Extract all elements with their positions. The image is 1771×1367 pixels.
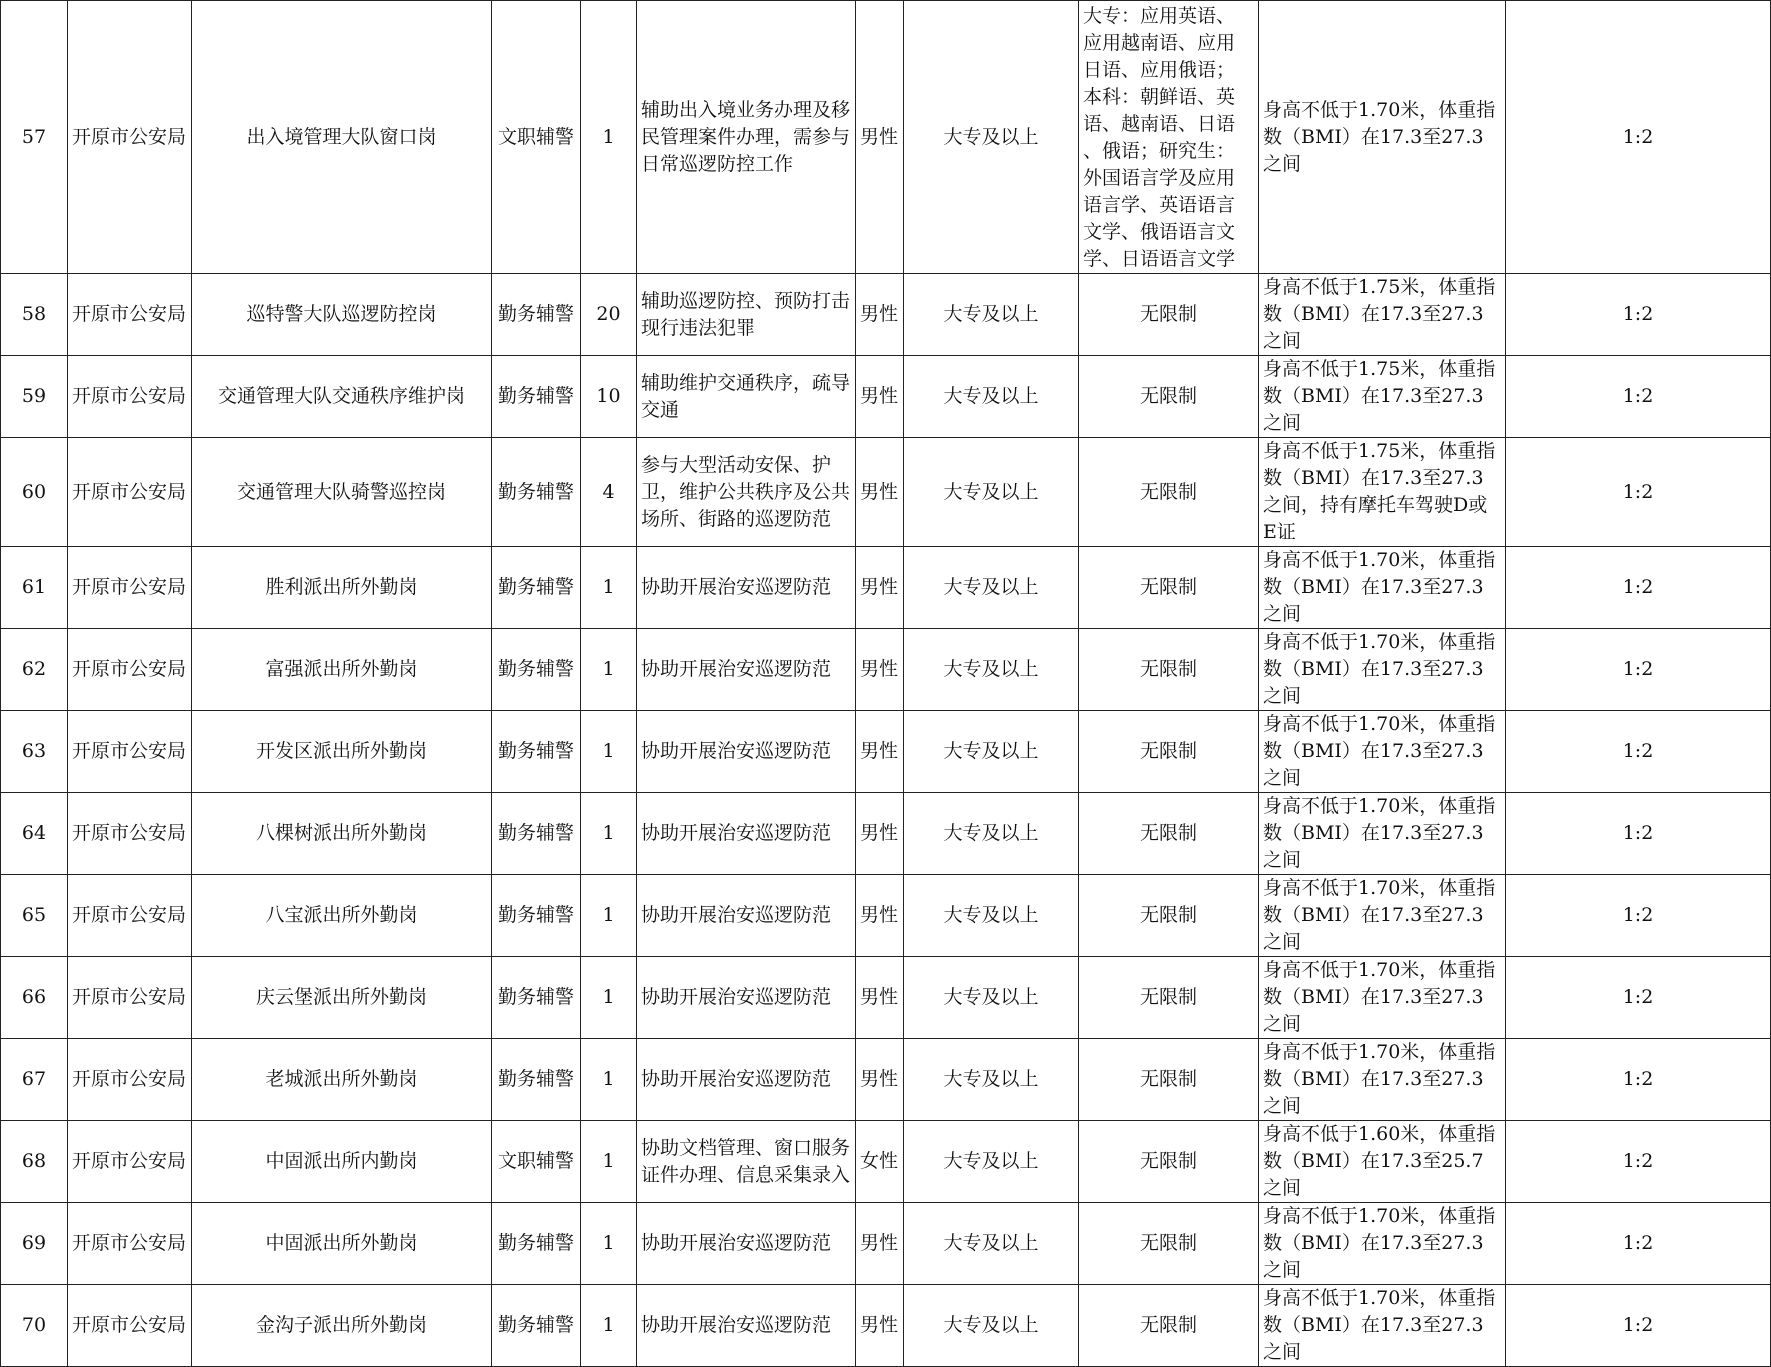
cell-gender: 男性 [856,957,904,1039]
cell-other-requirements: 身高不低于1.60米，体重指数（BMI）在17.3至25.7之间 [1259,1121,1506,1203]
cell-unit: 开原市公安局 [68,957,192,1039]
cell-number: 63 [1,711,68,793]
cell-number: 69 [1,1203,68,1285]
cell-unit: 开原市公安局 [68,629,192,711]
cell-other-requirements: 身高不低于1.70米，体重指数（BMI）在17.3至27.3之间 [1259,957,1506,1039]
cell-unit: 开原市公安局 [68,1285,192,1367]
cell-post-type: 文职辅警 [492,1,581,274]
cell-post: 庆云堡派出所外勤岗 [192,957,492,1039]
cell-count: 1 [581,711,637,793]
cell-other-requirements: 身高不低于1.70米，体重指数（BMI）在17.3至27.3之间 [1259,793,1506,875]
cell-education: 大专及以上 [904,1121,1079,1203]
cell-count: 1 [581,957,637,1039]
cell-number: 57 [1,1,68,274]
cell-post-type: 勤务辅警 [492,438,581,547]
cell-post-type: 文职辅警 [492,1121,581,1203]
table-row [1,629,1771,711]
cell-count: 10 [581,356,637,438]
cell-education: 大专及以上 [904,356,1079,438]
cell-ratio: 1:2 [1506,1039,1771,1121]
cell-major: 无限制 [1079,274,1259,356]
cell-other-requirements: 身高不低于1.70米，体重指数（BMI）在17.3至27.3之间 [1259,1203,1506,1285]
cell-post-type: 勤务辅警 [492,875,581,957]
cell-unit: 开原市公安局 [68,1203,192,1285]
cell-post: 中固派出所内勤岗 [192,1121,492,1203]
cell-education: 大专及以上 [904,875,1079,957]
cell-other-requirements: 身高不低于1.70米，体重指数（BMI）在17.3至27.3之间 [1259,629,1506,711]
cell-unit: 开原市公安局 [68,274,192,356]
table-row [1,957,1771,1039]
cell-gender: 男性 [856,875,904,957]
cell-number: 70 [1,1285,68,1367]
table-row [1,711,1771,793]
cell-major: 无限制 [1079,1203,1259,1285]
cell-number: 65 [1,875,68,957]
cell-ratio: 1:2 [1506,547,1771,629]
cell-duty: 协助文档管理、窗口服务证件办理、信息采集录入 [637,1121,856,1203]
table-row [1,875,1771,957]
cell-duty: 协助开展治安巡逻防范 [637,793,856,875]
cell-ratio: 1:2 [1506,629,1771,711]
cell-count: 1 [581,629,637,711]
cell-education: 大专及以上 [904,793,1079,875]
cell-education: 大专及以上 [904,438,1079,547]
cell-unit: 开原市公安局 [68,1,192,274]
table-row [1,793,1771,875]
table-row [1,1039,1771,1121]
cell-ratio: 1:2 [1506,793,1771,875]
cell-ratio: 1:2 [1506,711,1771,793]
cell-count: 1 [581,547,637,629]
table-row [1,547,1771,629]
cell-gender: 男性 [856,1285,904,1367]
cell-major: 无限制 [1079,957,1259,1039]
cell-major: 无限制 [1079,547,1259,629]
cell-post-type: 勤务辅警 [492,547,581,629]
cell-ratio: 1:2 [1506,1,1771,274]
cell-duty: 协助开展治安巡逻防范 [637,711,856,793]
cell-gender: 男性 [856,274,904,356]
cell-duty: 协助开展治安巡逻防范 [637,1285,856,1367]
cell-number: 61 [1,547,68,629]
cell-other-requirements: 身高不低于1.75米，体重指数（BMI）在17.3至27.3之间 [1259,356,1506,438]
cell-major [1079,1,1259,274]
cell-duty: 协助开展治安巡逻防范 [637,629,856,711]
cell-post-type: 勤务辅警 [492,1285,581,1367]
cell-duty: 协助开展治安巡逻防范 [637,957,856,1039]
cell-post-type: 勤务辅警 [492,274,581,356]
cell-unit: 开原市公安局 [68,438,192,547]
cell-duty: 参与大型活动安保、护卫，维护公共秩序及公共场所、街路的巡逻防范 [637,438,856,547]
cell-post: 巡特警大队巡逻防控岗 [192,274,492,356]
cell-post: 交通管理大队骑警巡控岗 [192,438,492,547]
table-row [1,1121,1771,1203]
cell-ratio: 1:2 [1506,1203,1771,1285]
cell-number: 60 [1,438,68,547]
cell-other-requirements: 身高不低于1.70米，体重指数（BMI）在17.3至27.3之间 [1259,711,1506,793]
cell-gender: 男性 [856,438,904,547]
cell-number: 64 [1,793,68,875]
cell-gender: 男性 [856,793,904,875]
cell-major: 无限制 [1079,711,1259,793]
cell-unit: 开原市公安局 [68,875,192,957]
table-row [1,1,1771,274]
cell-number: 67 [1,1039,68,1121]
cell-major: 无限制 [1079,629,1259,711]
cell-gender: 男性 [856,711,904,793]
cell-gender: 女性 [856,1121,904,1203]
cell-post: 开发区派出所外勤岗 [192,711,492,793]
cell-post-type: 勤务辅警 [492,1203,581,1285]
cell-education: 大专及以上 [904,1203,1079,1285]
cell-post: 出入境管理大队窗口岗 [192,1,492,274]
cell-count: 1 [581,793,637,875]
cell-duty: 辅助出入境业务办理及移民管理案件办理，需参与日常巡逻防控工作 [637,1,856,274]
cell-duty: 协助开展治安巡逻防范 [637,1039,856,1121]
cell-gender: 男性 [856,547,904,629]
cell-education: 大专及以上 [904,711,1079,793]
cell-major: 无限制 [1079,875,1259,957]
cell-post: 中固派出所外勤岗 [192,1203,492,1285]
cell-education: 大专及以上 [904,274,1079,356]
cell-ratio: 1:2 [1506,356,1771,438]
cell-duty: 协助开展治安巡逻防范 [637,1203,856,1285]
cell-post-type: 勤务辅警 [492,711,581,793]
cell-gender: 男性 [856,1203,904,1285]
cell-gender: 男性 [856,1,904,274]
cell-duty: 协助开展治安巡逻防范 [637,547,856,629]
cell-post-type: 勤务辅警 [492,1039,581,1121]
cell-count: 20 [581,274,637,356]
cell-post: 八宝派出所外勤岗 [192,875,492,957]
cell-unit: 开原市公安局 [68,711,192,793]
cell-ratio: 1:2 [1506,1285,1771,1367]
cell-gender: 男性 [856,356,904,438]
cell-other-requirements: 身高不低于1.70米，体重指数（BMI）在17.3至27.3之间 [1259,547,1506,629]
cell-education: 大专及以上 [904,1285,1079,1367]
cell-count: 1 [581,1039,637,1121]
cell-count: 1 [581,875,637,957]
cell-post: 富强派出所外勤岗 [192,629,492,711]
cell-unit: 开原市公安局 [68,1039,192,1121]
cell-post-type: 勤务辅警 [492,629,581,711]
cell-major-text: 大专：应用英语、 应用越南语、应用 日语、应用俄语； 本科：朝鲜语、英 语、越南语、日语 、俄语；研究生： 外国语言学及应用 语言学、英语语言 文学、俄语语言文 学、日语语言文学 [1083,5,1236,270]
cell-other-requirements: 身高不低于1.70米，体重指数（BMI）在17.3至27.3之间 [1259,875,1506,957]
cell-post: 交通管理大队交通秩序维护岗 [192,356,492,438]
cell-other-requirements: 身高不低于1.75米，体重指数（BMI）在17.3至27.3之间 [1259,274,1506,356]
cell-post: 八棵树派出所外勤岗 [192,793,492,875]
cell-post-type: 勤务辅警 [492,957,581,1039]
table-body [1,1,1771,1367]
cell-number: 68 [1,1121,68,1203]
cell-count: 1 [581,1285,637,1367]
cell-ratio: 1:2 [1506,1121,1771,1203]
cell-count: 1 [581,1,637,274]
cell-major: 无限制 [1079,1039,1259,1121]
cell-count: 4 [581,438,637,547]
cell-count: 1 [581,1203,637,1285]
cell-education: 大专及以上 [904,1,1079,274]
cell-major: 无限制 [1079,1121,1259,1203]
cell-major: 无限制 [1079,438,1259,547]
cell-education: 大专及以上 [904,629,1079,711]
cell-ratio: 1:2 [1506,274,1771,356]
cell-major: 无限制 [1079,356,1259,438]
cell-gender: 男性 [856,1039,904,1121]
cell-other-requirements: 身高不低于1.70米，体重指数（BMI）在17.3至27.3之间 [1259,1039,1506,1121]
table-row [1,274,1771,356]
cell-other-requirements: 身高不低于1.75米，体重指数（BMI）在17.3至27.3之间，持有摩托车驾驶D或E证 [1259,438,1506,547]
table-row [1,1285,1771,1367]
cell-ratio: 1:2 [1506,957,1771,1039]
cell-number: 59 [1,356,68,438]
cell-post: 金沟子派出所外勤岗 [192,1285,492,1367]
cell-number: 58 [1,274,68,356]
cell-number: 62 [1,629,68,711]
cell-education: 大专及以上 [904,547,1079,629]
cell-post-type: 勤务辅警 [492,793,581,875]
cell-major: 无限制 [1079,793,1259,875]
cell-gender: 男性 [856,629,904,711]
cell-duty: 协助开展治安巡逻防范 [637,875,856,957]
cell-unit: 开原市公安局 [68,356,192,438]
cell-ratio: 1:2 [1506,438,1771,547]
cell-duty: 辅助巡逻防控、预防打击现行违法犯罪 [637,274,856,356]
cell-other-requirements: 身高不低于1.70米，体重指数（BMI）在17.3至27.3之间 [1259,1285,1506,1367]
cell-duty: 辅助维护交通秩序，疏导交通 [637,356,856,438]
cell-post-type: 勤务辅警 [492,356,581,438]
cell-post: 老城派出所外勤岗 [192,1039,492,1121]
cell-education: 大专及以上 [904,957,1079,1039]
cell-unit: 开原市公安局 [68,547,192,629]
cell-count: 1 [581,1121,637,1203]
cell-post: 胜利派出所外勤岗 [192,547,492,629]
table-row [1,1203,1771,1285]
cell-education: 大专及以上 [904,1039,1079,1121]
cell-ratio: 1:2 [1506,875,1771,957]
cell-unit: 开原市公安局 [68,793,192,875]
cell-number: 66 [1,957,68,1039]
cell-other-requirements: 身高不低于1.70米，体重指数（BMI）在17.3至27.3之间 [1259,1,1506,274]
table-row [1,356,1771,438]
cell-unit: 开原市公安局 [68,1121,192,1203]
table-row [1,438,1771,547]
cell-major: 无限制 [1079,1285,1259,1367]
